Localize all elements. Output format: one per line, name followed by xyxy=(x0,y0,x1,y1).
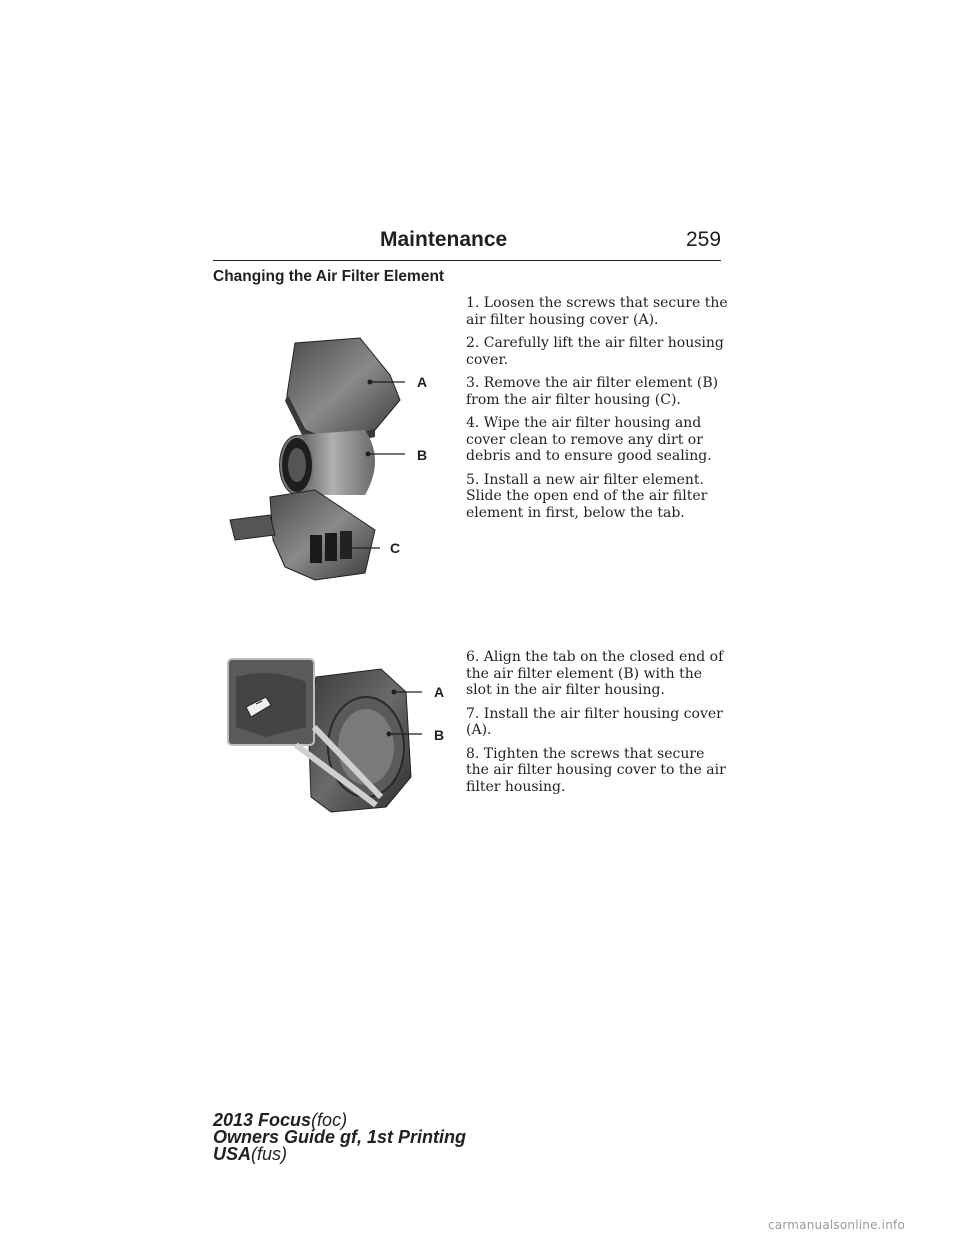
footer-region: USA xyxy=(213,1144,252,1164)
step-2: 2. Carefully lift the air filter housing cover. xyxy=(466,335,724,368)
document-footer xyxy=(213,1112,466,1163)
page-header-title: Maintenance xyxy=(380,228,508,251)
step-7: 7. Install the air filter housing cover (A). xyxy=(466,705,723,738)
section-heading: Changing the Air Filter Element xyxy=(213,268,445,285)
step-4: 4. Wipe the air filter housing and cover clean to remove any dirt or debris and to ensure good sealing. xyxy=(466,415,712,464)
steps-list-2 xyxy=(466,649,728,802)
header-divider xyxy=(213,260,721,261)
steps-list-1 xyxy=(466,295,728,528)
footer-guide: Owners Guide gf, 1st Printing xyxy=(213,1127,467,1147)
air-filter-installed-illustration xyxy=(226,657,456,822)
footer-region-code: (fus) xyxy=(251,1144,288,1164)
step-1: 1. Loosen the screws that secure the air filter housing cover (A). xyxy=(466,295,728,328)
callout-b: B xyxy=(417,447,428,463)
page-number: 259 xyxy=(686,228,722,251)
callout-b2: B xyxy=(434,727,445,743)
callout-a: A xyxy=(417,374,428,390)
step-6: 6. Align the tab on the closed end of the air filter element (B) with the slot in the air filter housing. xyxy=(466,649,724,698)
footer-model-code: (foc) xyxy=(311,1110,348,1130)
step-3: 3. Remove the air filter element (B) from the air filter housing (C). xyxy=(466,375,719,408)
callout-c: C xyxy=(390,540,401,556)
watermark: carmanualsonline.info xyxy=(768,1218,905,1232)
air-filter-exploded-illustration xyxy=(225,335,445,585)
step-5: 5. Install a new air filter element. Slide the open end of the air filter element in first, below the tab. xyxy=(466,471,708,521)
step-8: 8. Tighten the screws that secure the air filter housing cover to the air filter housing. xyxy=(466,745,726,795)
callout-a2: A xyxy=(434,684,445,700)
footer-model: 2013 Focus xyxy=(213,1110,312,1130)
